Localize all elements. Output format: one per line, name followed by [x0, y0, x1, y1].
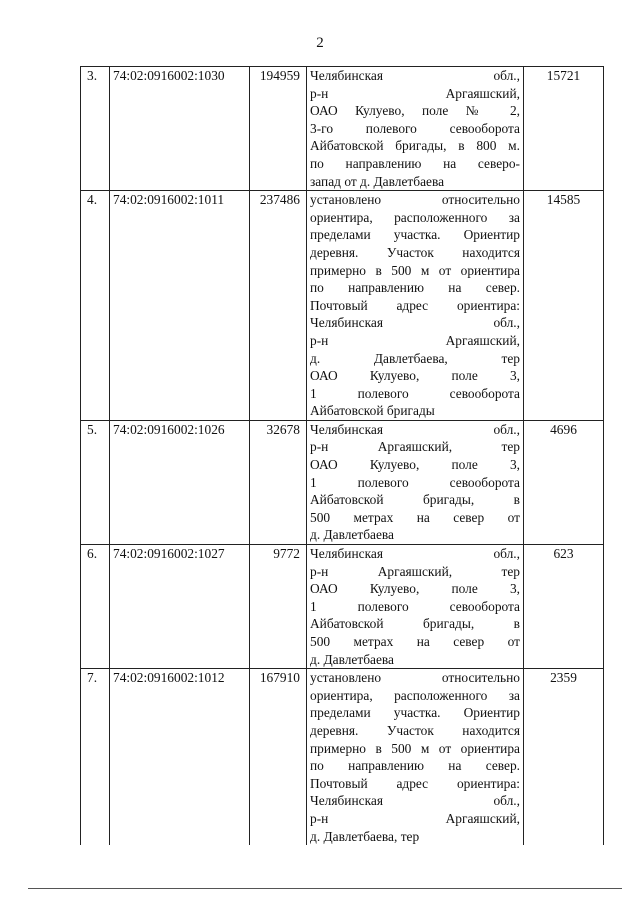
location-line: р-н Аргаяшский, тер — [310, 439, 520, 455]
location-line: примерно в 500 м от ориентира — [310, 262, 520, 278]
location-line: Айбатовской бригады, в — [310, 492, 520, 508]
table-row — [81, 669, 604, 845]
location-line: Челябинская обл., — [310, 68, 520, 83]
table-row — [81, 191, 604, 421]
value-cell: 623 — [524, 545, 604, 669]
area-cell: 237486 — [250, 191, 307, 421]
cadastral-number-cell: 74:02:0916002:1012 — [110, 669, 250, 845]
location-line: пределами участка. Ориентир — [310, 705, 520, 721]
row-number-cell: 6. — [81, 545, 110, 669]
location-line: по направлению на север. — [310, 280, 520, 296]
land-plots-table — [80, 66, 604, 845]
location-line: ОАО Кулуево, поле № 2, — [310, 103, 520, 119]
value-cell: 14585 — [524, 191, 604, 421]
location-line: Айбатовской бригады, в 800 м. — [310, 138, 520, 154]
location-line: Челябинская обл., — [310, 315, 520, 331]
location-line: ориентира, расположенного за — [310, 209, 520, 225]
location-line: р-н Аргаяшский, — [310, 810, 520, 826]
table-row — [81, 67, 604, 191]
location-line: деревня. Участок находится — [310, 722, 520, 738]
location-line: Челябинская обл., — [310, 546, 520, 562]
location-line: 1 полевого севооборота — [310, 474, 520, 490]
cadastral-number-cell: 74:02:0916002:1011 — [110, 191, 250, 421]
location-line: деревня. Участок находится — [310, 244, 520, 260]
location-line: Челябинская обл., — [310, 793, 520, 809]
location-line: ОАО Кулуево, поле 3, — [310, 457, 520, 473]
location-line: 3-го полевого севооборота — [310, 120, 520, 136]
value-cell: 15721 — [524, 67, 604, 191]
location-line: установлено относительно — [310, 670, 520, 686]
location-line: р-н Аргаяшский, — [310, 332, 520, 348]
location-line: Почтовый адрес ориентира: — [310, 297, 520, 313]
location-line: примерно в 500 м от ориентира — [310, 740, 520, 756]
location-line: 1 полевого севооборота — [310, 598, 520, 614]
area-cell: 9772 — [250, 545, 307, 669]
table-row — [81, 545, 604, 669]
page-number: 2 — [316, 35, 324, 51]
location-line: ОАО Кулуево, поле 3, — [310, 581, 520, 597]
area-cell: 32678 — [250, 420, 307, 544]
location-line: 500 метрах на север от — [310, 634, 520, 649]
location-line: 1 полевого севооборота — [310, 385, 520, 401]
location-line: запад от д. Давлетбаева — [310, 173, 445, 189]
location-line: Айбатовской бригады — [310, 403, 435, 419]
table-row — [81, 420, 604, 544]
row-number-cell: 7. — [81, 669, 110, 845]
value-cell: 2359 — [524, 669, 604, 845]
table-body — [81, 67, 604, 846]
location-line: д. Давлетбаева, тер — [310, 828, 420, 844]
row-number-cell: 3. — [81, 67, 110, 191]
location-cell — [307, 67, 524, 191]
location-line: установлено относительно — [310, 192, 520, 208]
location-line: по направлению на северо- — [310, 155, 520, 171]
area-cell: 194959 — [250, 67, 307, 191]
location-line: д. Давлетбаева — [310, 527, 394, 543]
location-line: д. Давлетбаева — [310, 651, 394, 667]
cadastral-number-cell: 74:02:0916002:1027 — [110, 545, 250, 669]
location-line: ОАО Кулуево, поле 3, — [310, 368, 520, 384]
location-line: по направлению на север. — [310, 758, 520, 774]
row-number-cell: 5. — [81, 420, 110, 544]
location-line: р-н Аргаяшский, — [310, 85, 520, 101]
location-cell — [307, 545, 524, 669]
location-cell — [307, 420, 524, 544]
location-line: 500 метрах на север от — [310, 509, 520, 525]
cadastral-number-cell: 74:02:0916002:1026 — [110, 420, 250, 544]
value-cell: 4696 — [524, 420, 604, 544]
location-line: Челябинская обл., — [310, 421, 520, 437]
cadastral-number-cell: 74:02:0916002:1030 — [110, 67, 250, 191]
location-line: р-н Аргаяшский, тер — [310, 563, 520, 579]
location-cell — [307, 669, 524, 845]
location-line: Айбатовской бригады, в — [310, 616, 520, 632]
location-cell — [307, 191, 524, 421]
location-line: д. Давлетбаева, тер — [310, 350, 520, 366]
location-line: ориентира, расположенного за — [310, 687, 520, 703]
location-line: пределами участка. Ориентир — [310, 227, 520, 243]
page-bottom-rule — [28, 888, 622, 889]
area-cell: 167910 — [250, 669, 307, 845]
row-number-cell: 4. — [81, 191, 110, 421]
location-line: Почтовый адрес ориентира: — [310, 775, 520, 791]
